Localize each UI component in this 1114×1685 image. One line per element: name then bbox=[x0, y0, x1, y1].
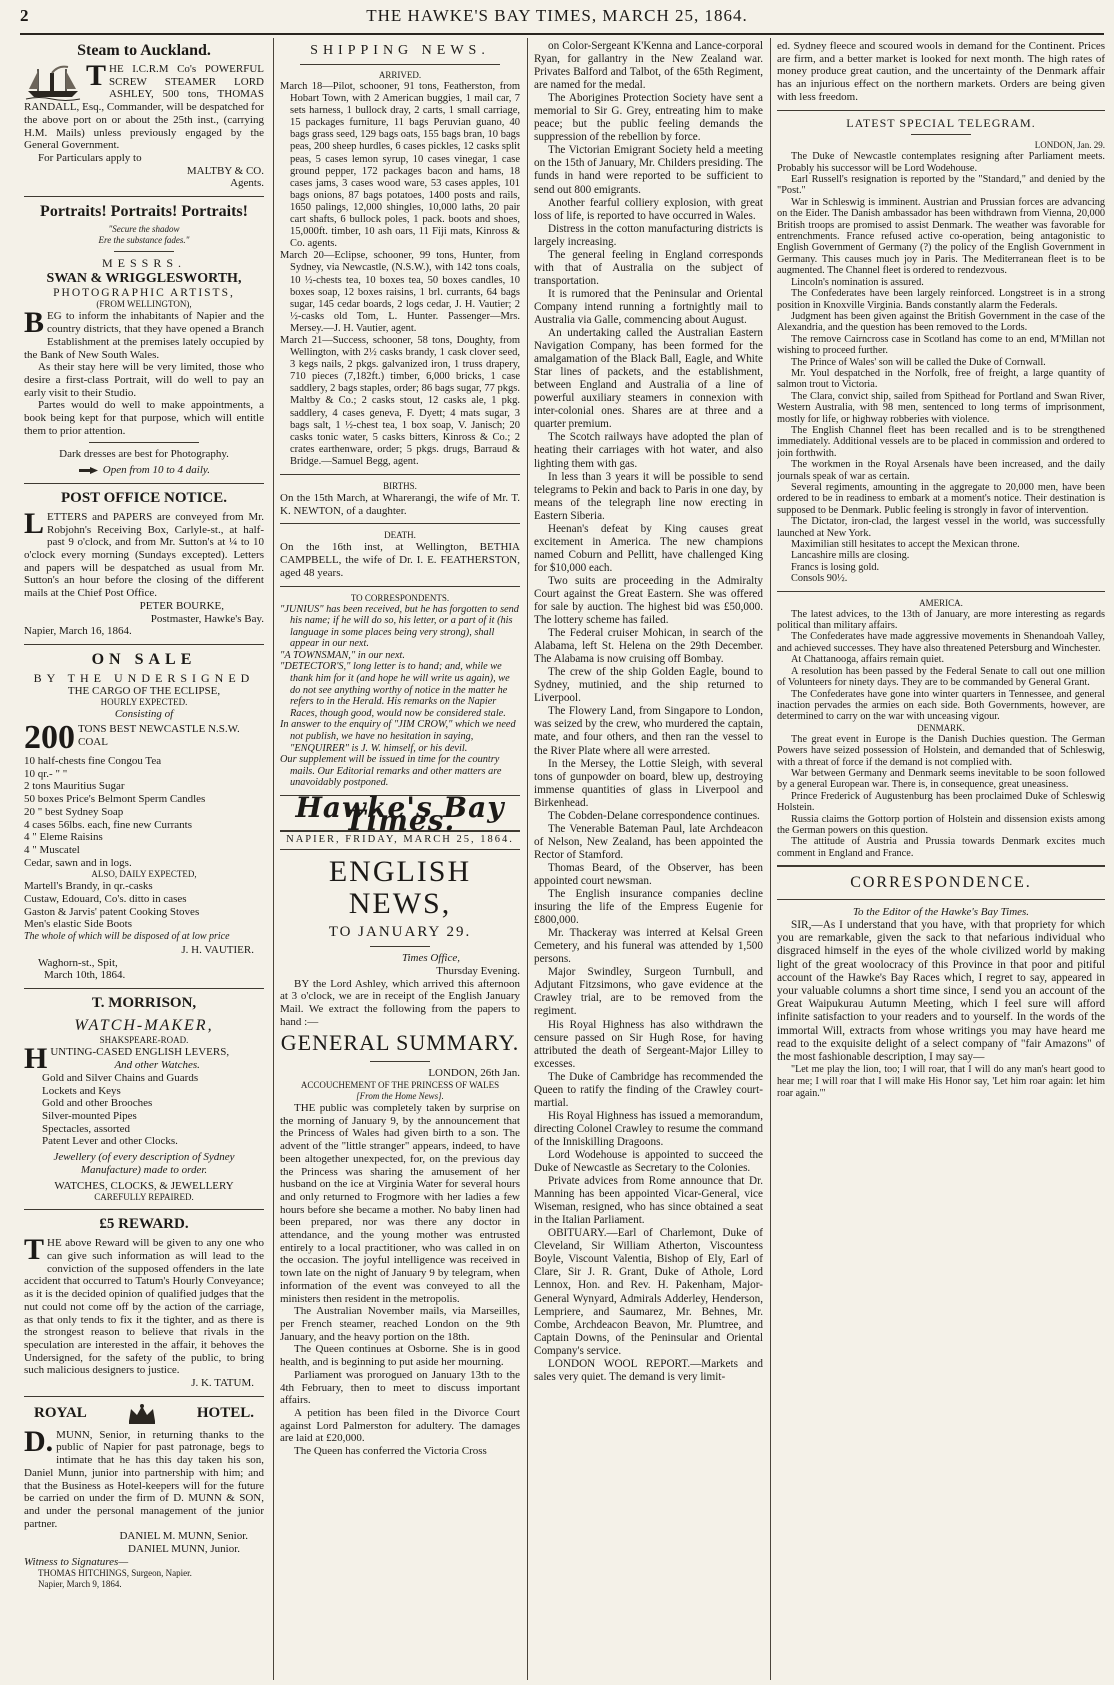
telegram-paragraph: Several regiments, amounting in the aggregate to 20,000 men, have been ordered to be in readiness to embark at a moment's notice. Their destination is supposed to be Denmark. Public feeling is strongly in favor of intervention. bbox=[777, 482, 1105, 516]
dark-dresses-note: Dark dresses are best for Photography. bbox=[59, 448, 229, 461]
photographer-trade: PHOTOGRAPHIC ARTISTS, bbox=[53, 286, 235, 299]
correspondent-note: "DETECTOR'S," long letter is to hand; and, while we thank him for it (and hope he will write us again), we do not see anything worthy of notice in the matter he refers to in the Herald. His remarks on the Napier Races, though good, would now be considered stale. bbox=[280, 661, 510, 719]
correspondents-list bbox=[280, 604, 520, 790]
news-paragraph: Thomas Beard, of the Observer, has been appointed court newsman. bbox=[534, 861, 763, 887]
news-paragraph: The Queen has conferred the Victoria Cross bbox=[294, 1445, 487, 1458]
english-news-heading: ENGLISH NEWS, bbox=[328, 855, 472, 921]
telegram-paragraph: The Duke of Newcastle contemplates resigning after Parliament meets. Probably his successor will be Lord Wodehouse. bbox=[777, 151, 1105, 174]
telegram-paragraph: The workmen in the Royal Arsenals have been increased, and the daily journals speak of war as certain. bbox=[777, 459, 1105, 482]
sale-place: Waghorn-st., Spit, bbox=[38, 956, 118, 969]
news-paragraph: Distress in the cotton manufacturing districts is largely increasing. bbox=[534, 222, 763, 248]
summary-paragraphs bbox=[280, 1102, 520, 1458]
hotel-signature-2: DANIEL MUNN, Junior. bbox=[127, 1543, 240, 1556]
news-paragraph: Mr. Thackeray was interred at Kelsal Green Cemetery, and his funeral was attended by 1,500 persons. bbox=[534, 927, 763, 966]
photographer-body-2: As their stay here will be very limited, those who desire a first-class Portrait, will do well to pay an early visit to their Studio. bbox=[24, 361, 264, 399]
hotel-body: MUNN, Senior, in returning thanks to the public of Napier for past patronage, begs to intimate that he has this day taken his son, Daniel Munn, junior into partnership with him; and that the Business as Hotel-keepers will for the future be carried on under the firm of D. MUNN & SON, and under the personal management of the junior partner. bbox=[24, 1428, 264, 1530]
news-paragraph: His Royal Highness has issued a memorandum, directing Colonel Crawley to resume the command of the Inniskilling Dragoons. bbox=[534, 1109, 763, 1148]
news-paragraph: on Color-Sergeant K'Kenna and Lance-corporal Ryan, for gallantry in the New Zealand war. Privates Balford and Talbot, of the 65th Regiment, are named for the medal. bbox=[534, 40, 763, 92]
news-paragraph: An undertaking called the Australian Eastern Navigation Company, has been formed for the amalgamation of the Black Ball, Eagle, and White Star lines of packets, and the establishment, between England and Australia of a line of powerful auxiliary steamers in connexion with inter-colonial ones. Shares are at three and a quarter premium. bbox=[534, 327, 763, 431]
sale-cargo: THE CARGO OF THE ECLIPSE, bbox=[67, 684, 221, 697]
post-office-signature-title: Postmaster, Hawke's Bay. bbox=[150, 612, 264, 625]
sale-item: 20 " best Sydney Soap bbox=[24, 805, 124, 818]
sale-item: 4 cases 56lbs. each, fine new Currants bbox=[24, 818, 193, 831]
morrison-item: Patent Lever and other Clocks. bbox=[42, 1135, 178, 1148]
accouchement-heading: ACCOUCHEMENT OF THE PRINCESS OF WALES bbox=[300, 1080, 500, 1091]
news-paragraph: The Venerable Bateman Paul, late Archdeacon of Nelson, New Zealand, has been appointed the Rector of Stamford. bbox=[534, 822, 763, 861]
news-paragraph: Lord Wodehouse is appointed to succeed the Duke of Newcastle as Secretary to the Colonies. bbox=[534, 1148, 763, 1175]
divider bbox=[24, 196, 264, 197]
arrived-label: ARRIVED. bbox=[378, 70, 422, 80]
post-office-body: ETTERS and PAPERS are conveyed from Mr. Robjohn's Receiving Box, Carlyle-st., at half-past 9 o'clock, and from Mr. Sutton's at ¼ to 10 o'clock every morning (Sundays excepted). Letters and papers will be despatched as usual from Mr. Sutton's an hour before the closing of the different mails at the Chief Post Office. bbox=[24, 510, 264, 600]
news-paragraph: The crew of the ship Golden Eagle, bound to Sydney, mutinied, and the ship returned to Liverpool. bbox=[534, 666, 763, 705]
morrison-heading: T. MORRISON, bbox=[91, 994, 197, 1011]
hotel-signature-1: DANIEL M. MUNN, Senior. bbox=[119, 1530, 248, 1543]
sale-date: March 10th, 1864. bbox=[44, 969, 126, 982]
sale-item: 50 boxes Price's Belmont Sperm Candles bbox=[24, 793, 206, 806]
column-shipping-and-news bbox=[280, 40, 520, 1678]
portraits-motto-line-1: "Secure the shadow bbox=[108, 224, 180, 235]
correspondence-quote: "Let me play the lion, too; I will roar, that I will do any man's heart good to hear me; I will roar that I will make His Honor say, 'Let him roar again: let him roar again.'" bbox=[777, 1064, 1105, 1099]
america-paragraphs bbox=[777, 609, 1105, 723]
steam-agent: MALTBY & CO. bbox=[186, 164, 264, 177]
news-paragraph: The Queen continues at Osborne. She is in good health, and is beginning to put aside her mourning. bbox=[280, 1343, 520, 1369]
post-office-signature: PETER BOURKE, bbox=[139, 599, 224, 612]
telegram-paragraph: The Dictator, iron-clad, the largest vessel in the world, was successfully launched at New York. bbox=[777, 516, 1105, 539]
hotel-witness-name: THOMAS HITCHINGS, Surgeon, Napier. bbox=[38, 1568, 192, 1579]
shipping-heading: SHIPPING NEWS. bbox=[310, 43, 490, 58]
sale-item: 2 tons Mauritius Sugar bbox=[24, 780, 125, 793]
steam-particulars: For Particulars apply to bbox=[38, 151, 142, 164]
photographer-firm: SWAN & WRIGGLESWORTH, bbox=[46, 270, 242, 286]
steam-heading: Steam to Auckland. bbox=[77, 42, 211, 59]
news-paragraph: A petition has been filed in the Divorce Court against Lord Palmerston for adultery. The damages are laid at £20,000. bbox=[280, 1406, 520, 1445]
correspondent-note: "JUNIUS" has been received, but he has forgotten to send his name; if he will do so, his letter, or a part of it (his language in some places being very strong), shall appear in our next. bbox=[280, 603, 519, 650]
london-dateline: LONDON, 26th Jan. bbox=[428, 1067, 520, 1080]
telegram-paragraph: Judgment has been given against the British Government in the case of the Alexandria, and the question has been removed to the Lords. bbox=[777, 310, 1105, 334]
telegram-paragraph: Consols 90½. bbox=[791, 573, 848, 585]
telegram-paragraph: Lancashire mills are closing. bbox=[791, 550, 910, 562]
denmark-paragraph: Russia claims the Gottorp portion of Holstein and dissension exists among the German powers on this question. bbox=[777, 813, 1105, 836]
america-paragraph: The Confederates have gone into winter quarters in Tennessee, and general inaction pervades the armies on each side. Both Governments, however, are determined to carry on the war with unceasing vigour. bbox=[777, 688, 1105, 723]
sale-signature: J. H. VAUTIER. bbox=[181, 943, 254, 956]
telegram-paragraph: The Confederates have been largely reinforced. Longstreet is in a strong position in Knoxville Virginia. Bands constantly alarm the Federals. bbox=[777, 288, 1105, 311]
correspondence-letter: SIR,—As I understand that you have, with that propriety for which you are remarkable, given the sack to that nefarious individual who disgraced himself in the eyes of the whole civilized world by making light of the great woolocracy of this Province in that poor and pitiful account of the Hawke's Bay Races which, I regret to say, appeared in your valuable columns a short time since, I send you an account of the Great Waipukurau Autumn Meeting, which I feel sure will afford infinite satisfaction to your readers and to yourself. In the words of the immortal Will, extracts from whose writings you may have heard me read to the exquisite delight of a select company of "fair Amazons" of the most fashionable description, I may say— bbox=[777, 918, 1105, 1063]
morrison-item: Silver-mounted Pipes bbox=[42, 1110, 137, 1123]
messrs-label: MESSRS. bbox=[101, 256, 187, 271]
telegram-paragraph: The English Channel fleet has been recalled and is to be strengthened immediately. Additional vessels are to be placed in commission and ordered to join forthwith. bbox=[777, 424, 1105, 459]
morrison-trade: WATCH-MAKER, bbox=[74, 1016, 214, 1034]
morrison-item: Spectacles, assorted bbox=[42, 1122, 130, 1135]
death-heading: DEATH. bbox=[384, 530, 416, 541]
telegram-paragraph: Earl Russell's resignation is reported by the "Standard," and denied by the "Post." bbox=[777, 174, 1105, 197]
news-paragraph: The Aborigines Protection Society have sent a memorial to Sir G. Grey, entreating him to make peace; but the public feeling demands the suppression of the rebellion by force. bbox=[534, 92, 763, 144]
arrivals-list bbox=[280, 81, 520, 468]
sale-hourly: HOURLY EXPECTED. bbox=[100, 697, 188, 708]
denmark-paragraph: The great event in Europe is the Danish Duchies question. The German Powers have seized possession of Holstein, and demanded that of Schleswig, with a threat of force if the demand is not complied with. bbox=[777, 733, 1105, 768]
column-telegram-and-correspondence bbox=[777, 40, 1105, 1678]
telegram-paragraph: War in Schleswig is imminent. Austrian and Prussian forces are advancing on the Eider. The Danish ambassador has been withdrawn from Vienna, 20,000 British troops are promised to assist Denmark. The weather was favorable for entrenchments. France refused active co-operation, being antagonistic to English Government of Germany (?) the policy of the English Government in Germany. This causes much joy in Paris. The Mediterranean fleet is to be augmented. The Channel fleet is ordered to rendezvous. bbox=[777, 196, 1105, 277]
news-paragraph: His Royal Highness has also withdrawn the censure passed on Sir Hugh Rose, for having attributed the death of Sergeant-Major Lilley to excesses. bbox=[534, 1018, 763, 1070]
telegram-paragraph: The remove Cairncross case in Scotland has come to an end, M'Millan not wishing to proceed further. bbox=[777, 333, 1105, 357]
telegram-heading: LATEST SPECIAL TELEGRAM. bbox=[846, 115, 1036, 130]
sale-whole: The whole of which will be disposed of at low price bbox=[24, 931, 230, 943]
morrison-item: Gold and other Brooches bbox=[42, 1097, 153, 1110]
news-paragraph: In less than 3 years it will be possible to send telegrams to Pekin and back to Paris in one day, by means of the telegraph line now erecting in Eastern Siberia. bbox=[534, 470, 763, 522]
morrison-item: Gold and Silver Chains and Guards bbox=[42, 1071, 199, 1084]
column-divider bbox=[273, 38, 274, 1680]
reward-body: HE above Reward will be given to any one who can give such information as will lead to the conviction of the supposed offenders in the late accident that occurred to Tatum's Hourly Conveyance; as it is the decided opinion of qualified judges that the nut could not come off by the action of the carriage, as that only tends to fix it the tighter, and as there is the strongest reason to believe that rivals in the speculation are interested in the affair, it behoves the Undersigned, for the safety of the public, to bring such malicious designers to justice. bbox=[24, 1237, 264, 1377]
general-summary-heading: GENERAL SUMMARY. bbox=[280, 1030, 520, 1056]
news-paragraph: Major Swindley, Surgeon Turnbull, and Adjutant Fitzsimons, who gave evidence at the Crawley trial, are to be removed from the regiment. bbox=[534, 966, 763, 1018]
post-office-heading: POST OFFICE NOTICE. bbox=[60, 489, 227, 506]
sale-item: Custaw, Edouard, Co's. ditto in cases bbox=[24, 893, 187, 906]
news-paragraph: It is rumored that the Peninsular and Oriental Company intend running a fortnightly mail to Australia via Galle, commencing about August. bbox=[534, 287, 763, 326]
arrival-entry: March 21—Success, schooner, 58 tons, Doughty, from Wellington, with 2½ casks brandy, 1 cask clover seed, 3 kegs nails, 2 pkgs. galvanized iron, 1 truss drapery, 710 pieces (7,182ft.) timber, 6,000 bricks, 1 case saddlery, 2 bags staples, order; 86 bags sugar, 77 pkgs. Maltby & Co.; 2 casks stout, 12 casks ale, 1 pkg. saddlery, 4 cases geneva, F. Dyett; 4 mats sugar, 3 bags salt, 1 ½-chest tea, 1 box soap, V. Janisch; 20 casks tonic water, 5 casks bitters, Kinross & Co.; 2 crates earthenware, order; 5 pkgs. drugs, Barraud & Bridge.—Samuel Begg, agent. bbox=[280, 334, 520, 467]
arrival-entry: March 18—Pilot, schooner, 91 tons, Featherston, from Hobart Town, with 2 American buggies, 1 mail car, 7 sets harness, 1 bullock dray, 2 carts, 1 small carriage, 15 packages furniture, 11 bags Peruvian guano, 40 bags grass seed, 129 bags oats, 155 bags bran, 10 bags peas, 200 sheep hurdles, 6 cases pickles, 12 casks split peas, 5 cases lemon syrup, 10 cases vinegar, 1 case ground pepper, 172 packages bacon and hams, 18 cases jams, 3 cases wood ware, 53 cases apples, 101 bags onions, 87 bags potatoes, 1400 posts and rails, 1650 palings, 12,000 shingles, 10,000 laths, 20 pair cart shafts, 6 bullock poles, 1 pack. boots and shoes, 15,000ft. timber, 10 ash oars, 11 Fiji mats, Kinross & Co. agents. bbox=[280, 81, 520, 250]
telegram-paragraphs bbox=[777, 151, 1105, 584]
news-paragraph: The general feeling in England corresponds with that of Australia on the subject of transportation. bbox=[534, 248, 763, 287]
america-paragraph: At Chattanooga, affairs remain quiet. bbox=[791, 654, 945, 666]
dateline: NAPIER, FRIDAY, MARCH 25, 1864. bbox=[286, 834, 514, 846]
america-heading: AMERICA. bbox=[919, 597, 963, 608]
news-paragraph: The English insurance companies decline insuring the life of the Empress Eugenie for £800,000. bbox=[534, 888, 763, 927]
telegram-paragraph: The Clara, convict ship, sailed from Spithead for Portland and Swan River, Western Australia, with 98 men, sentenced to long terms of imprisonment, mostly for life, or highway robberies with violence. bbox=[777, 390, 1105, 425]
photographer-body-3: Partes would do well to make appointments, a book being kept for that purpose, which will entitle them to prior attention. bbox=[24, 399, 264, 437]
america-paragraph: The Confederates have made aggressive movements in Shenandoah Valley, and achieved successes. They have also threatened Petersburg and Winchester. bbox=[777, 631, 1105, 654]
sale-item: Martell's Brandy, in qr.-casks bbox=[24, 880, 153, 893]
page-number: 2 bbox=[20, 6, 29, 25]
column-divider bbox=[770, 38, 771, 1680]
photographer-body: EG to inform the inhabitants of Napier and the country districts, that they have opened a Branch Establishment at the premises lately occupied by the Bank of New South Wales. bbox=[24, 310, 264, 361]
news-paragraph: The Australian November mails, via Marseilles, per French steamer, reached London on the 9th January, and the heavy portion on the 18th. bbox=[280, 1305, 520, 1343]
steamship-icon bbox=[24, 63, 82, 101]
portraits-motto-line-2: Ere the substance fades." bbox=[98, 235, 190, 246]
news-paragraph: The Flowery Land, from Singapore to London, was seized by the crew, who murdered the captain, mate, and four others, and then ran the vessel to the River Plate where all were arrested. bbox=[534, 705, 763, 757]
hotel-witness: Witness to Signatures— bbox=[24, 1555, 129, 1568]
news-paragraph: The Federal cruiser Mohican, in search of the Alabama, left St. Helena on the 29th December. The Alabama is now cruising off Bombay. bbox=[534, 627, 763, 666]
births-heading: BIRTHS. bbox=[383, 481, 417, 491]
denmark-paragraphs bbox=[777, 734, 1105, 859]
column-news-continued bbox=[534, 40, 763, 1678]
hotel-heading-left: ROYAL bbox=[34, 1405, 87, 1422]
news-paragraph: Parliament was prorogued on January 13th to the 4th February, then to meet to discuss important affairs. bbox=[280, 1368, 520, 1407]
correspondent-note: "A TOWNSMAN," in our next. bbox=[280, 649, 405, 661]
sale-items-list-2 bbox=[24, 880, 264, 931]
news-paragraph: LONDON WOOL REPORT.—Markets and sales very quiet. The demand is very limit- bbox=[534, 1357, 763, 1383]
correspondent-note: Our supplement will be issued in time for the country mails. Our Editorial remarks and other matters are unavoidably postponed. bbox=[280, 754, 502, 789]
news-paragraph: The Cobden-Delane correspondence continues. bbox=[548, 809, 760, 822]
correspondents-heading: TO CORRESPONDENTS. bbox=[350, 592, 450, 603]
morrison-and-other: And other Watches. bbox=[114, 1058, 200, 1071]
thursday-evening: Thursday Evening. bbox=[436, 964, 520, 977]
royal-crest-icon bbox=[125, 1403, 159, 1425]
news-paragraph: In the Mersey, the Lottie Sleigh, with several tons of gunpowder on board, blew up, destroying immense quantities of glass in Liverpool and Birkenhead. bbox=[534, 757, 763, 809]
news-paragraph: Two suits are proceeding in the Admiralty Court against the Great Eastern. She was offered for sale by auction. The highest bid was £50,000. The lottery scheme has failed. bbox=[534, 574, 763, 627]
morrison-items bbox=[24, 1072, 264, 1148]
photographer-origin: (FROM WELLINGTON), bbox=[96, 299, 192, 310]
times-office: Times Office, bbox=[401, 952, 460, 965]
newspaper-title: Hawke's Bay Times. bbox=[295, 791, 505, 837]
denmark-heading: DENMARK. bbox=[917, 722, 965, 733]
denmark-paragraph: The attitude of Austria and Prussia towards Denmark excites much comment in England and France. bbox=[777, 836, 1105, 859]
column-advertisements: Steam to Auckland. THE I.C.R.M Co's POWERFUL SCREW STEAMER LORD ASHLEY, 500 tons, THOMAS RANDALL, Esq., Commander, will be despatched for the above port on or about the 25th inst., (carrying H.M. Mails) unless previously engaged by the General Government. For Particulars apply to MALTBY & CO. Agents. Portraits! Portraits! Portraits! "Secure the shadow Ere the substance fades." MESSRS. SWAN & WRIGGLESWORTH, PHOTOGRAPHIC ARTISTS, (FROM WELLINGTON), BEG to inform the inhabitants of Napier and the country districts, that they have opened a Branch Establishment at the premises lately occupied by the Bank of New South Wales. As their stay here will be very limited, those who desire a first-class Portrait, will do well to pay an early visit to their Studio. Partes would do well to make appointments, a book being kept for that purpose, which will entitle them to prior attention. Dark dresses are best for Photography. Open from 10 to 4 daily. POST OFFICE NOTICE. LETTERS and PAPERS are conveyed from Mr. Robjohn's Receiving Box, Carlyle-st., at half-past 9 o'clock, and from Mr. Sutton's at ¼ to 10 o'clock every morning (Sundays excepted). Letters and papers will be despatched as usual from Mr. Sutton's an hour before the closing of the different mails at the Chief Post Office. PETER BOURKE, Postmaster, Hawke's Bay. Napier, March 16, 1864. ON SALE BY THE UNDERSIGNED THE CARGO OF THE ECLIPSE, HOURLY EXPECTED. Consisting of 200 TONS BEST NEWCASTLE N.S.W. COAL 10 half-chests fine Congou Tea 10 qr.- " " 2 tons Mauritius Sugar 50 boxes Price's Belmont Sperm Candles 20 " best Sydney Soap 4 cases 56lbs. each, fine new Currants 4 " Eleme Raisins 4 " Muscatel Cedar, sawn and in logs. ALSO, DAILY EXPECTED, Martell's Brandy, in qr.-casks Custaw, Edouard, Co's. ditto in cases Gaston & Jarvis' patent Cooking Stoves Men's elastic Side Boots The whole of which will be disposed of at low price J. H. VAUTIER. Waghorn-st., Spit, March 10th, 1864. T. MORRISON, WATCH-MAKER, SHAKSPEARE-ROAD. HUNTING-CASED ENGLISH LEVERS, And other Watches. Gold and Silver Chains and Guards Lockets and Keys Gold and other Brooches Silver-mounted Pipes Spectacles, assorted Patent Lever and other Clocks. Jewellery (of every description of Sydney Manufacture) made to order. WATCHES, CLOCKS, & JEWELLERY CAREFULLY REPAIRED. £5 REWARD. THE above Reward will be given to any one who can give such information as will lead to the conviction of the supposed offenders in the late accident that occurred to Tatum's Hourly Conveyance; as it is the decided opinion of qualified judges that the nut could not come off by the action of the carriage, as that only tends to fix it the tighter, and as there is the strongest reason to believe that rivals in the speculation are interested in the affair, it behoves the Undersigned, for the safety of the public, to bring such malicious designers to justice. J. K. TATUM. ROYAL HOTEL. D. MUNN, Senior, in returning thanks to the public of Napier for past patronage, begs to intimate that he has this day taken his son, Daniel Munn, junior into partnership with him; and that the Business as Hotel-keepers will for the future be carried on under the firm of D. MUNN & SON, and under the personal management of the junior partner. DANIEL M. MUNN, Senior. DANIEL MUNN, Junior. Witness to Signatures— THOMAS HITCHINGS, Surgeon, Napier. Napier, March 9, 1864. bbox=[24, 42, 264, 1590]
sale-item: 4 " Eleme Raisins bbox=[24, 831, 103, 844]
telegram-paragraph: Maximilian still hesitates to accept the Mexican throne. bbox=[791, 539, 1020, 551]
wool-report-continued: ed. Sydney fleece and scoured wools in demand for the Continent. Prices are firm, and a better market is looked for next month. The high rates of money produce great caution, and the uncertainty of the Denmark affair has an injurious effect on the northern markets. Orders are being given with less freedom. bbox=[777, 40, 1105, 103]
masthead-rule bbox=[20, 33, 1104, 35]
morrison-levers: UNTING-CASED ENGLISH LEVERS, bbox=[50, 1045, 230, 1058]
sale-coal: TONS BEST NEWCASTLE N.S.W. COAL bbox=[78, 723, 240, 748]
steam-agents-label: Agents. bbox=[230, 177, 264, 190]
telegram-paragraph: Lincoln's nomination is assured. bbox=[791, 276, 924, 288]
morrison-repair: WATCHES, CLOCKS, & JEWELLERY bbox=[54, 1179, 234, 1192]
news-paragraph: Heenan's defeat by King causes great excitement in America. The new champions named Coburn and Pellitt, have challenged King for $10,000 each. bbox=[534, 522, 763, 574]
denmark-paragraph: Prince Frederick of Augustenburg has been proclaimed Duke of Schleswig Holstein. bbox=[777, 790, 1105, 814]
from-home-news: [From the Home News]. bbox=[356, 1091, 444, 1102]
morrison-carefully: CAREFULLY REPAIRED. bbox=[94, 1192, 194, 1203]
correspondence-addressee: To the Editor of the Hawke's Bay Times. bbox=[852, 906, 1030, 919]
sale-item: Cedar, sawn and in logs. bbox=[24, 856, 132, 869]
sale-item: 10 qr.- " " bbox=[24, 767, 68, 780]
sale-items-list bbox=[24, 755, 264, 869]
morrison-jewellery: Jewellery (of every description of Sydney Manufacture) made to order. bbox=[53, 1151, 235, 1176]
running-head: THE HAWKE'S BAY TIMES, MARCH 25, 1864. bbox=[366, 6, 748, 25]
telegram-paragraph: The Prince of Wales' son will be called the Duke of Cornwall. bbox=[791, 356, 1046, 368]
sale-item: 10 half-chests fine Congou Tea bbox=[24, 755, 162, 768]
sale-item: Men's elastic Side Boots bbox=[24, 918, 133, 931]
death-notice: On the 16th inst, at Wellington, BETHIA CAMPBELL, the wife of Dr. I. E. FEATHERSTON, aged 48 years. bbox=[280, 541, 520, 579]
reward-heading: £5 REWARD. bbox=[99, 1216, 189, 1233]
correspondence-heading: CORRESPONDENCE. bbox=[850, 874, 1032, 892]
news-paragraph: OBITUARY.—Earl of Charlemont, Duke of Cleveland, Sir William Atherton, Viscountess Boyle, Viscount Valentia, Bishop of Ely, Earl of Clare, Sir J. R. Grant, Duke of Athole, Lord Lennox, Hon. and Rev. H. Pakenham, Major-General Wynyard, Admirals Adderley, Henderson, Lempriere, and Saumarez, Mr. Behnes, Mr. Combe, Archdeacon Beavon, Mr. Plumtree, and Captain Downs, of the Peninsular and Oriental Company's service. bbox=[534, 1227, 763, 1357]
news-paragraphs bbox=[534, 40, 763, 1384]
america-paragraph: A resolution has been passed by the Federal Senate to call out one million of Volunteers for ninety days. They are to be commanded by General Grant. bbox=[777, 665, 1105, 689]
news-paragraph: THE public was completely taken by surprise on the morning of January 9, by the announcement that the Princess of Wales had given birth to a son. The advent of the "little stranger" appears, indeed, to have been altogether unexpected, for, on the previous day the Princess was sharing the amusement of her husband on the ice at Virginia Water for several hours and only returned to Frogmore with her ladies a few hours before she became a mother. No baby linen had been prepared, nor was there any doctor in attendance, and the young mother was entrusted entirely to a local practitioner, who was called in on the occasion. The joyful intelligence was received in town late on the night of January 9 by telegram, when information of the event was conveyed to all the ministers then resident in the metropolis. bbox=[280, 1102, 520, 1305]
news-paragraph: Another fearful colliery explosion, with great loss of life, is reported to have occurred in Wales. bbox=[534, 196, 763, 222]
morrison-road: SHAKSPEARE-ROAD. bbox=[99, 1034, 189, 1045]
hotel-heading-right: HOTEL. bbox=[196, 1405, 254, 1422]
morrison-item: Lockets and Keys bbox=[42, 1084, 121, 1097]
telegram-dateline: LONDON, Jan. 29. bbox=[1034, 140, 1105, 151]
sale-also: ALSO, DAILY EXPECTED, bbox=[91, 869, 197, 880]
news-paragraph: The Scotch railways have adopted the plan of heating their carriages with hot water, and also lighting them with gas. bbox=[534, 431, 763, 470]
post-office-date: Napier, March 16, 1864. bbox=[24, 625, 132, 638]
arrival-entry: March 20—Eclipse, schooner, 99 tons, Hunter, from Sydney, via Newcastle, (N.S.W.), with 142 tons coals, 10 ½-chests tea, 10 boxes tea, 50 boxes candles, 10 boxes soap, 12 boxes raisins, 1 brl. currants, 64 bags sugar, 145 cedar boards, 2 logs cedar, J. H. Vautier; 2 ½-casks old Tom, L. Hunter. Passenger—Mrs. Mersey.—J. H. Vautier, agent. bbox=[280, 250, 520, 334]
america-paragraph: The latest advices, to the 13th of January, are more interesting as regards political than military affairs. bbox=[777, 608, 1105, 632]
masthead bbox=[0, 0, 1114, 32]
sale-item: Gaston & Jarvis' patent Cooking Stoves bbox=[24, 905, 200, 918]
pointing-hand-icon bbox=[78, 466, 100, 475]
denmark-paragraph: War between Germany and Denmark seems inevitable to be soon followed by a general European war. There is, in consequence, great uneasiness. bbox=[777, 767, 1105, 791]
portraits-heading: Portraits! Portraits! Portraits! bbox=[40, 203, 248, 221]
to-january-heading: TO JANUARY 29. bbox=[328, 924, 472, 941]
news-paragraph: The Victorian Emigrant Society held a meeting on the 15th of January, Mr. Childers presiding. The funds in hand were reported to be sufficient to send out 800 emigrants. bbox=[534, 144, 763, 196]
news-intro: BY the Lord Ashley, which arrived this afternoon at 3 o'clock, we are in receipt of the English January Mail. We extract the following from the papers to hand :— bbox=[280, 977, 520, 1028]
telegram-paragraph: Mr. Youl despatched in the Norfolk, free of freight, a large quantity of salmon trout to Victoria. bbox=[777, 367, 1105, 391]
births-notice: On the 15th March, at Wharerangi, the wife of Mr. T. K. NEWTON, of a daughter. bbox=[280, 492, 520, 517]
opening-hours: Open from 10 to 4 daily. bbox=[102, 464, 210, 477]
telegram-paragraph: Francs is losing gold. bbox=[791, 561, 880, 573]
sale-by: BY THE UNDERSIGNED bbox=[33, 670, 255, 685]
sale-consisting: Consisting of bbox=[114, 708, 174, 721]
column-divider bbox=[527, 38, 528, 1680]
hotel-date: Napier, March 9, 1864. bbox=[38, 1579, 122, 1590]
news-paragraph: Private advices from Rome announce that Dr. Manning has been appointed Vicar-General, vice Wiseman, resigned, who has since obtained a seat in the Italian Parliament. bbox=[534, 1175, 763, 1227]
news-paragraph: The Duke of Cambridge has recommended the Queen to ratify the finding of the Crawley court-martial. bbox=[534, 1070, 763, 1109]
sale-item: 4 " Muscatel bbox=[24, 843, 80, 856]
correspondent-note: In answer to the enquiry of "JIM CROW," which we need not publish, we have no hesitation in saying, "ENQUIRER" is J. W. himself, or his devil. bbox=[280, 719, 516, 754]
sale-heading: ON SALE bbox=[91, 650, 197, 668]
steam-ad-body: HE I.C.R.M Co's POWERFUL SCREW STEAMER LORD ASHLEY, 500 tons, THOMAS RANDALL, Esq., Commander, will be despatched for the above port on or about the 25th inst., (carrying H.M. Mails) unless previously engaged by the General Government. bbox=[24, 63, 264, 152]
reward-signature: J. K. TATUM. bbox=[191, 1377, 254, 1390]
sale-coal-quantity: 200 bbox=[24, 723, 75, 754]
